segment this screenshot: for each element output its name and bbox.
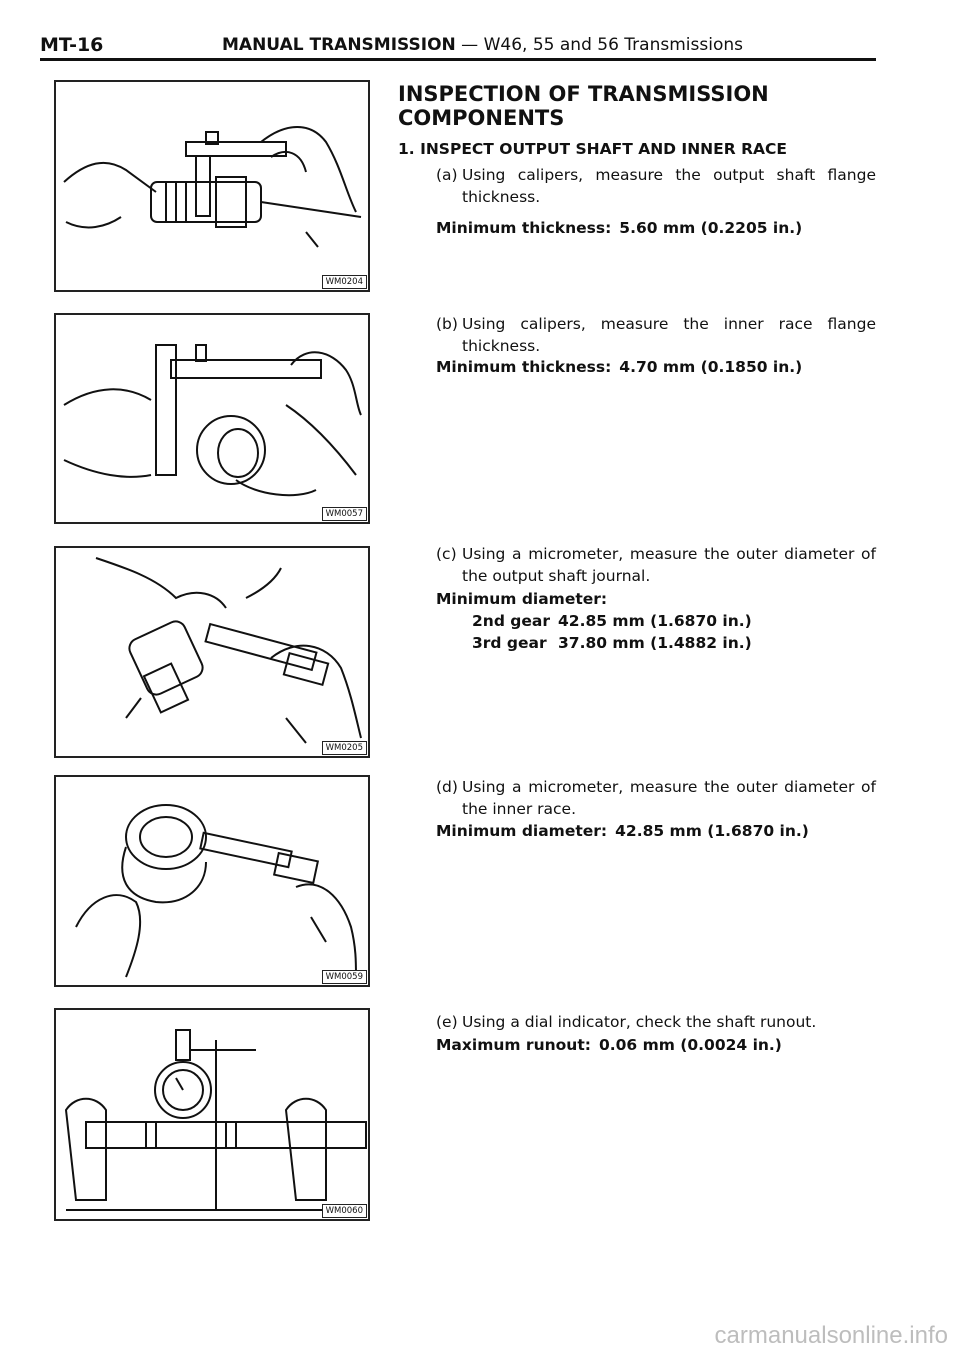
figure-inner-race-calipers	[54, 313, 370, 524]
instruction-label: (b)	[436, 315, 458, 333]
instruction-text: Using a micrometer, measure the outer diameter of the inner race.	[462, 778, 876, 818]
instruction-d	[436, 776, 876, 820]
instruction-a	[436, 164, 876, 208]
spec-c-row-3rd	[472, 634, 752, 652]
spec-label: Maximum runout:	[436, 1036, 591, 1054]
spec-label: Minimum diameter:	[436, 822, 608, 840]
figure-inner-race-calipers-illustration	[56, 315, 368, 522]
running-title-bold: MANUAL TRANSMISSION	[222, 35, 456, 55]
figure-output-shaft-micrometer	[54, 546, 370, 758]
spec-value: 37.80 mm (1.4882 in.)	[558, 634, 752, 652]
instruction-b	[436, 313, 876, 357]
figure-inner-race-micrometer-illustration	[56, 777, 368, 985]
spec-e	[436, 1036, 782, 1054]
figure-shaft-runout-dial-indicator-illustration	[56, 1010, 368, 1219]
instruction-label: (d)	[436, 778, 458, 796]
instruction-label: (a)	[436, 166, 458, 184]
spec-value: 5.60 mm (0.2205 in.)	[619, 219, 803, 237]
spec-c-row-2nd	[472, 612, 752, 630]
instruction-e	[436, 1011, 876, 1033]
spec-a	[436, 219, 802, 237]
figure-code: WM0204	[322, 275, 367, 289]
gear-label: 3rd gear	[472, 634, 547, 652]
running-title	[222, 35, 743, 55]
section-title: INSPECTION OF TRANSMISSION COMPONENTS	[398, 82, 769, 130]
instruction-c	[436, 543, 876, 587]
figure-inner-race-micrometer	[54, 775, 370, 987]
step-title: 1. INSPECT OUTPUT SHAFT AND INNER RACE	[398, 140, 787, 158]
figure-shaft-runout-dial-indicator	[54, 1008, 370, 1221]
figure-output-shaft-micrometer-illustration	[56, 548, 368, 756]
instruction-text: Using calipers, measure the output shaft flange thickness.	[462, 166, 876, 206]
instruction-text: Using a dial indicator, check the shaft runout.	[462, 1013, 817, 1031]
spec-value: 0.06 mm (0.0024 in.)	[598, 1036, 782, 1054]
header-rule	[40, 58, 876, 61]
spec-label: Minimum thickness:	[436, 358, 612, 376]
page-number: MT-16	[40, 34, 104, 56]
figure-code: WM0059	[322, 970, 367, 984]
figure-code: WM0205	[322, 741, 367, 755]
gear-label: 2nd gear	[472, 612, 551, 630]
figure-output-shaft-calipers-illustration	[56, 82, 368, 290]
figure-code: WM0057	[322, 507, 367, 521]
figure-code: WM0060	[322, 1204, 367, 1218]
figure-output-shaft-calipers	[54, 80, 370, 292]
instruction-text: Using a micrometer, measure the outer diameter of the output shaft journal.	[462, 545, 876, 585]
instruction-label: (c)	[436, 545, 457, 563]
spec-c-label: Minimum diameter:	[436, 590, 608, 608]
running-title-rest: — W46, 55 and 56 Transmissions	[455, 35, 743, 55]
spec-label: Minimum thickness:	[436, 219, 612, 237]
instruction-text: Using calipers, measure the inner race flange thickness.	[462, 315, 876, 355]
spec-value: 4.70 mm (0.1850 in.)	[619, 358, 803, 376]
spec-value: 42.85 mm (1.6870 in.)	[558, 612, 752, 630]
page-header	[40, 34, 876, 60]
instruction-label: (e)	[436, 1013, 458, 1031]
spec-d	[436, 822, 809, 840]
spec-value: 42.85 mm (1.6870 in.)	[615, 822, 809, 840]
watermark: carmanualsonline.info	[714, 1322, 948, 1349]
spec-b	[436, 358, 802, 376]
